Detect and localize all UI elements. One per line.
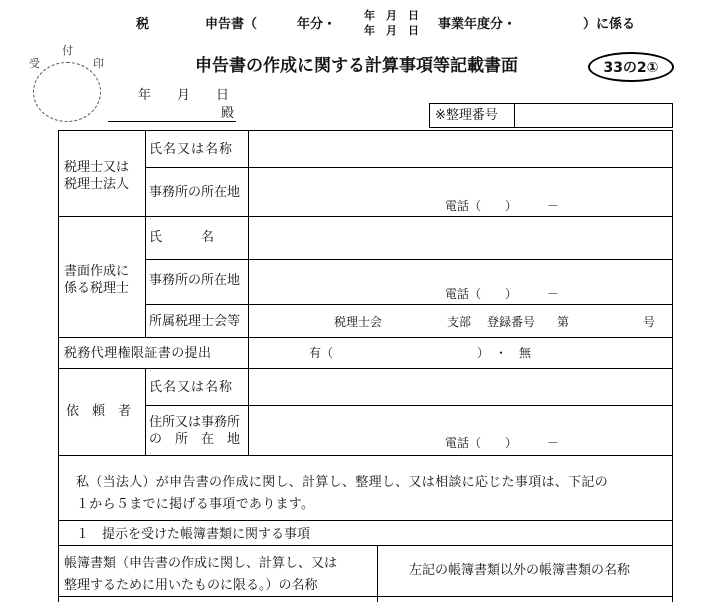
section1-col2-header: 左記の帳簿書類以外の帳簿書類の名称 xyxy=(409,563,631,578)
hline xyxy=(58,545,673,546)
header-tax-prefix: 税 xyxy=(136,17,150,32)
proxy-row-label: 税務代理権限証書の提出 xyxy=(64,346,212,361)
preparer-office-label: 事務所の所在地 xyxy=(149,273,241,288)
header-date-stack-2: 年 月 日 xyxy=(364,24,419,37)
addressee-honorific: 殿 xyxy=(221,106,235,121)
preparer-assoc-label: 所属税理士会等 xyxy=(149,314,241,329)
vline xyxy=(377,545,378,602)
vline xyxy=(248,337,249,368)
hline xyxy=(58,216,673,217)
preparer-branch-text: 支部 xyxy=(447,315,472,329)
preparer-reg-suffix: 号 xyxy=(643,315,656,329)
vline xyxy=(145,368,146,455)
preparer-group-label: 書面作成に 係る税理士 xyxy=(64,264,130,296)
preparer-phone: 電話（ ） － xyxy=(445,287,560,301)
hline xyxy=(145,259,673,260)
header-date-stack-1: 年 月 日 xyxy=(364,9,419,22)
addressee-date: 年 月 日 xyxy=(138,88,230,103)
page-title: 申告書の作成に関する計算事項等記載書面 xyxy=(195,56,518,76)
proxy-row-value: 有（ ） ・ 無 xyxy=(309,346,532,360)
preparer-assoc-text: 税理士会 xyxy=(334,315,383,329)
preparer-reg-prefix: 第 xyxy=(557,315,570,329)
tax-accountant-group-label: 税理士又は 税理士法人 xyxy=(64,160,130,192)
vline xyxy=(145,130,146,337)
preparer-reg-label: 登録番号 xyxy=(487,315,536,329)
client-group-label: 依 頼 者 xyxy=(66,404,132,419)
reception-stamp-circle xyxy=(33,62,101,122)
addressee-underline xyxy=(108,121,236,122)
reference-number-label: ※整理番号 xyxy=(435,108,498,123)
vline xyxy=(248,130,249,337)
tax-accountant-phone: 電話（ ） － xyxy=(445,199,560,213)
stamp-char-3: 印 xyxy=(93,57,104,70)
hline xyxy=(58,368,673,369)
tax-accountant-name-field[interactable] xyxy=(250,132,671,166)
reference-number-divider xyxy=(514,103,515,128)
hline xyxy=(58,455,673,456)
form-code-text: 33の2① xyxy=(603,60,659,76)
client-name-field[interactable] xyxy=(250,370,671,404)
tax-accountant-name-label: 氏名又は名称 xyxy=(149,142,234,157)
hline xyxy=(145,405,673,406)
preparer-name-field[interactable] xyxy=(250,218,671,258)
client-name-label: 氏名又は名称 xyxy=(149,380,234,395)
header-year-part: 年分・ xyxy=(297,17,337,32)
hline xyxy=(58,337,673,338)
form-code-badge xyxy=(588,52,674,82)
section1-col1-header: 帳簿書類（申告書の作成に関し、計算し、又は 整理するために用いたものに限る。）の名称 xyxy=(64,556,338,593)
stamp-char-2: 付 xyxy=(62,44,73,57)
hline xyxy=(145,167,673,168)
vline xyxy=(248,368,249,455)
header-regarding: ）に係る xyxy=(583,17,636,32)
stamp-char-1: 受 xyxy=(29,57,40,70)
header-declaration: 申告書（ xyxy=(205,17,258,32)
hline xyxy=(58,520,673,521)
preparer-name-label: 氏 名 xyxy=(149,230,215,245)
client-address-label: 住所又は事務所 の 所 在 地 xyxy=(149,415,241,447)
client-phone: 電話（ ） － xyxy=(445,436,560,450)
header-business-year: 事業年度分・ xyxy=(438,17,517,32)
section1-heading: １ 提示を受けた帳簿書類に関する事項 xyxy=(76,527,311,542)
reference-number-field[interactable] xyxy=(516,104,672,127)
hline xyxy=(145,304,673,305)
tax-accountant-office-label: 事務所の所在地 xyxy=(149,185,241,200)
statement-text: 私（当法人）が申告書の作成に関し、計算し、整理し、又は相談に応じた事項は、下記の １から５までに掲げる事項であります。 xyxy=(76,475,609,512)
